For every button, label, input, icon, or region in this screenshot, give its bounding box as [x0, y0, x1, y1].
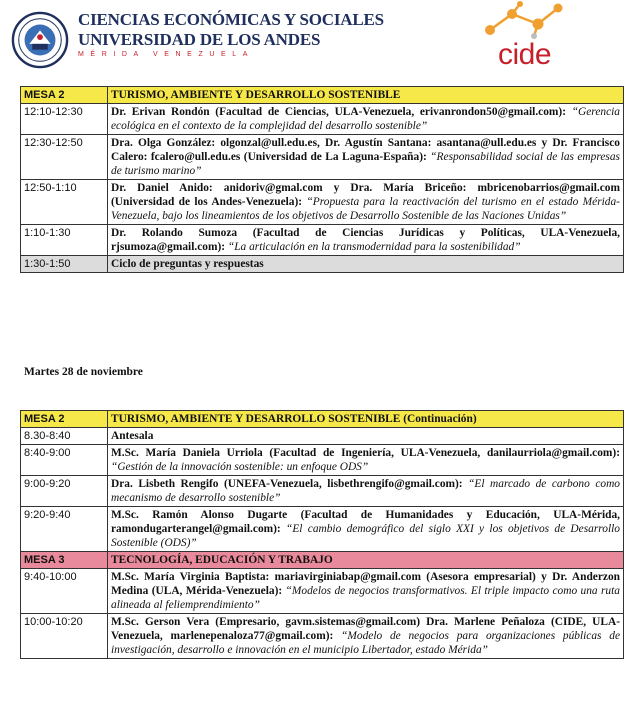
- presenter-info: Dr. Daniel Anido: anidoriv@gmal.com y Dra. María Briceño: mbricenobarrios@gmail.com (Universidad de los Andes-Venezuela):: [111, 182, 620, 208]
- time-slot: 9:40-10:00: [21, 569, 108, 614]
- time-slot: 9:00-9:20: [21, 476, 108, 507]
- time-slot: 1:30-1:50: [21, 256, 108, 273]
- table-row: [21, 507, 624, 552]
- time-slot: 1:10-1:30: [21, 225, 108, 256]
- schedule-table-day-2: [20, 410, 624, 659]
- presentation-title: “El marcado de carbono como mecanismo de desarrollo sostenible”: [111, 478, 620, 504]
- university-title: [78, 10, 384, 58]
- table-row: [21, 476, 624, 507]
- mesa-title: TURISMO, AMBIENTE Y DESARROLLO SOSTENIBLE (Continuación): [108, 411, 624, 428]
- presentation-cell: [108, 445, 624, 476]
- table-header-row: [21, 87, 624, 104]
- presentation-cell: [108, 180, 624, 225]
- presentation-title: “La articulación en la transmodernidad para la sostenibilidad”: [227, 241, 521, 253]
- presentation-cell: [108, 507, 624, 552]
- mesa-label: MESA 2: [21, 411, 108, 428]
- presenter-info: Dr. Rolando Sumoza (Facultad de Ciencias Jurídicas y Políticas, ULA-Venezuela, rjsumoza@gmail.com):: [111, 227, 620, 253]
- cide-logo-text: cide: [498, 38, 552, 71]
- mesa-label: MESA 3: [21, 552, 108, 569]
- presenter-info: M.Sc. María Virginia Baptista: mariavirginiabap@gmail.com (Asesora empresarial) y Dr. Anderzon Medina (ULA, Mérida-Venezuela):: [111, 571, 620, 597]
- presentation-cell: [108, 135, 624, 180]
- presenter-info: Dra. Lisbeth Rengifo (UNEFA-Venezuela, lisbethrengifo@gmail.com):: [111, 478, 463, 490]
- session-note: Ciclo de preguntas y respuestas: [108, 256, 624, 273]
- table-row: [21, 445, 624, 476]
- table-header-row: [21, 552, 624, 569]
- mesa-title: TURISMO, AMBIENTE Y DESARROLLO SOSTENIBLE: [108, 87, 624, 104]
- presenter-info: M.Sc. Ramón Alonso Dugarte (Facultad de Humanidades y Educación, ULA-Mérida, ramondugarterangel@gmail.com):: [111, 509, 620, 535]
- presenter-info: M.Sc. Gerson Vera (Empresario, gavm.sistemas@gmail.com) Dra. Marlene Peñaloza (CIDE, ULA-Venezuela, marlenepenaloza77@gmail.com):: [111, 616, 620, 642]
- time-slot: 12:30-12:50: [21, 135, 108, 180]
- time-slot: 12:10-12:30: [21, 104, 108, 135]
- time-slot: 8:40-9:00: [21, 445, 108, 476]
- presentation-title: “Gestión de la innovación sostenible: un enfoque ODS”: [111, 461, 369, 473]
- presentation-title: “El cambio demográfico del siglo XXI y los objetivos de Desarrollo Sostenible (ODS)”: [111, 523, 620, 549]
- day-heading: Martes 28 de noviembre: [24, 366, 143, 378]
- table-row: [21, 135, 624, 180]
- presenter-info: Dr. Erivan Rondón (Facultad de Ciencias, ULA-Venezuela, erivanrondon50@gmail.com):: [111, 106, 566, 118]
- table-row: [21, 104, 624, 135]
- presentation-cell: [108, 225, 624, 256]
- presentation-title: “Gerencia ecológica en el contexto de la complejidad del desarrollo sostenible”: [111, 106, 620, 132]
- table-header-row: [21, 411, 624, 428]
- time-slot: 8.30-8:40: [21, 428, 108, 445]
- presentation-cell: [108, 614, 624, 659]
- presentation-cell: [108, 569, 624, 614]
- document-header: [0, 0, 640, 78]
- presenter-info: Dra. Olga González: olgonzal@ull.edu.es, Dr. Agustín Santana: asantana@ull.edu.es y Dr. Francisco Calero: fcalero@ull.edu.es (Universidad de La Laguna-España):: [111, 137, 620, 163]
- time-slot: 10:00-10:20: [21, 614, 108, 659]
- table-row: [21, 256, 624, 273]
- table-row: [21, 428, 624, 445]
- table-row: [21, 614, 624, 659]
- cide-logo: [450, 0, 600, 74]
- presentation-title: “Responsabilidad social de las empresas de turismo marino”: [111, 151, 620, 177]
- time-slot: 12:50-1:10: [21, 180, 108, 225]
- presentation-title: “Modelos de negocios transformativos. El triple impacto como una ruta alineada al feliemprendimiento”: [111, 585, 620, 611]
- presentation-cell: [108, 476, 624, 507]
- session-note: Antesala: [108, 428, 624, 445]
- university-location: MÉRIDA VENEZUELA: [78, 51, 255, 58]
- mesa-title: TECNOLOGÍA, EDUCACIÓN Y TRABAJO: [108, 552, 624, 569]
- mesa-label: MESA 2: [21, 87, 108, 104]
- university-seal-icon: [11, 11, 69, 69]
- presenter-info: M.Sc. María Daniela Urriola (Facultad de Ingeniería, ULA-Venezuela, danilaurriola@gmail.com):: [111, 447, 620, 459]
- table-row: [21, 225, 624, 256]
- faculty-name: CIENCIAS ECONÓMICAS Y SOCIALES: [78, 10, 384, 29]
- presentation-cell: [108, 104, 624, 135]
- university-name: UNIVERSIDAD DE LOS ANDES: [78, 30, 321, 49]
- presentation-title: “Propuesta para la reactivación del turismo en el estado Mérida-Venezuela, bajo los lineamientos de los objetivos de Desarrollo Sostenible de las Naciones Unidas”: [111, 196, 620, 222]
- table-row: [21, 569, 624, 614]
- presentation-title: “Modelo de negocios para organizaciones públicas de investigación, desarrollo e innovación en el municipio Libertador, estado Mérida”: [111, 630, 620, 656]
- table-row: [21, 180, 624, 225]
- time-slot: 9:20-9:40: [21, 507, 108, 552]
- schedule-table-mesa-2: [20, 86, 624, 273]
